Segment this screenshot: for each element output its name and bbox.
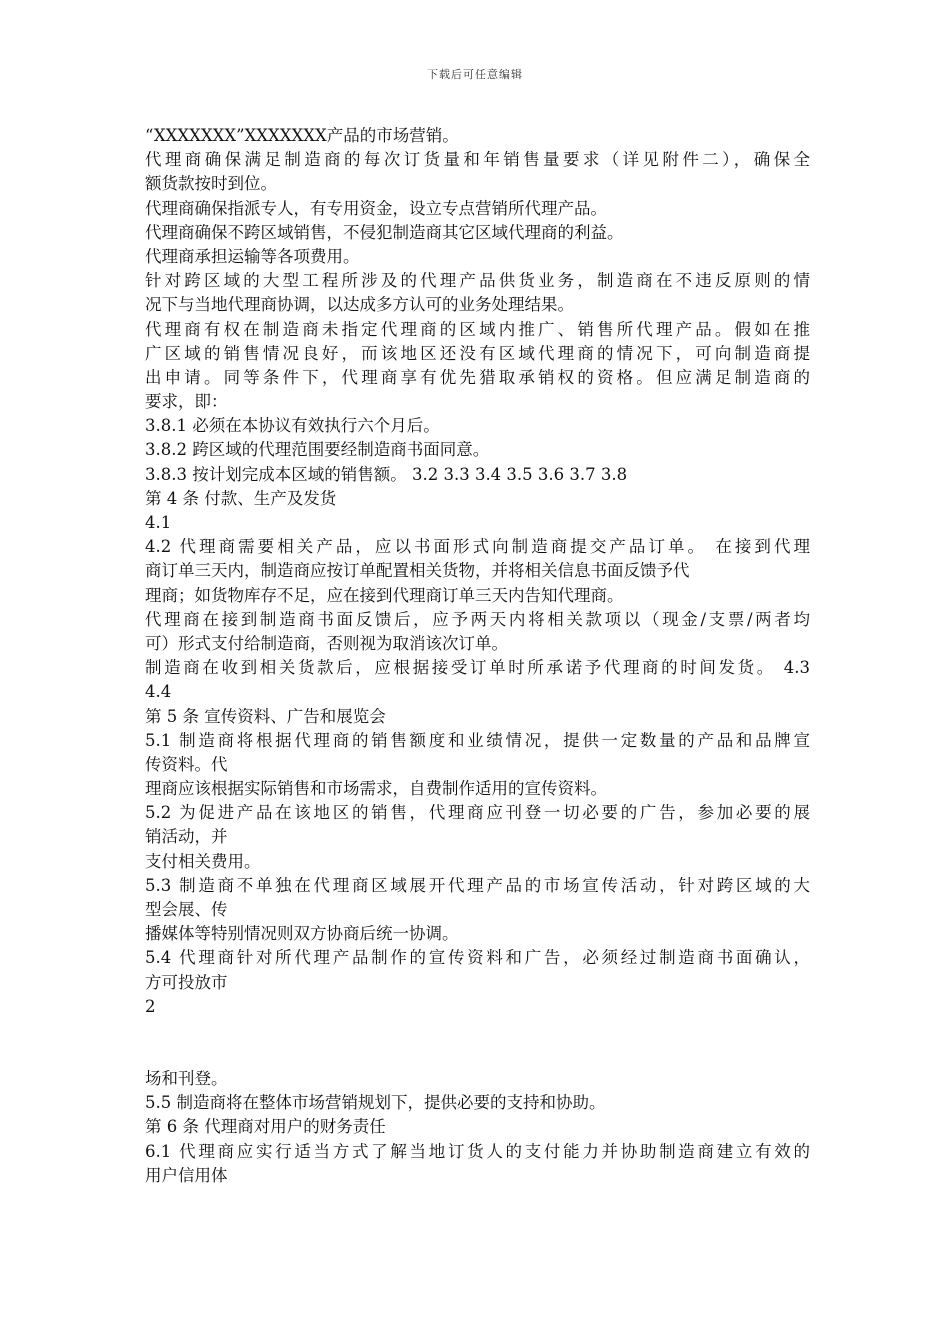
text-line: 传资料。代 — [145, 754, 228, 774]
text-line: 可）形式支付给制造商，否则视为取消该次订单。 — [145, 633, 508, 653]
text-line: 代理商承担运输等各项费用。 — [145, 246, 360, 266]
text-line: 代理商确保满足制造商的每次订货量和年销售量要求（详见附件二），确保全 — [145, 150, 810, 170]
page-break — [145, 1019, 810, 1067]
text-line: 要求，即： — [145, 392, 228, 412]
text-line: 商订单三天内，制造商应按订单配置相关货物，并将相关信息书面反馈予代 — [145, 561, 690, 581]
text-line: 理商应该根据实际销售和市场需求，自费制作适用的宣传资料。 — [145, 779, 607, 799]
text-line: 5.1 制造商将根据代理商的销售额度和业绩情况，提供一定数量的产品和品牌宣 — [145, 730, 810, 750]
text-line: 3.8.2 跨区域的代理范围要经制造商书面同意。 — [145, 440, 490, 460]
page-header: 下载后可任意编辑 — [427, 68, 523, 81]
text-line: 出申请。同等条件下，代理商享有优先猎取承销权的资格。但应满足制造商的 — [145, 367, 810, 387]
text-line: 第 5 条 宣传资料、广告和展览会 — [145, 706, 386, 726]
text-line: 场和刊登。 — [145, 1068, 228, 1088]
text-line: 第 4 条 付款、生产及发货 — [145, 488, 337, 508]
text-line: 理商；如货物库存不足，应在接到代理商订单三天内告知代理商。 — [145, 585, 624, 605]
text-line: 5.4 代理商针对所代理产品制作的宣传资料和广告，必须经过制造商书面确认， — [145, 948, 810, 968]
text-line: 广区域的销售情况良好，而该地区还没有区域代理商的情况下，可向制造商提 — [145, 343, 810, 363]
text-line: 额货款按时到位。 — [145, 174, 277, 194]
text-line: 4.1 — [145, 513, 172, 532]
text-line: 销活动，并 — [145, 827, 228, 847]
text-line: 方可投放市 — [145, 972, 228, 992]
text-line: 播媒体等特别情况则双方协商后统一协调。 — [145, 924, 459, 944]
page-number: 2 — [145, 996, 156, 1016]
text-line: 型会展、传 — [145, 900, 228, 919]
text-line: “XXXXXXX”XXXXXXX产品的市场营销。 — [145, 126, 459, 145]
text-line: 用户信用体 — [145, 1165, 228, 1185]
text-line: 3.8.3 按计划完成本区域的销售额。 3.2 3.3 3.4 3.5 3.6 3.7 3.8 — [145, 464, 628, 484]
text-line: 代理商确保不跨区域销售，不侵犯制造商其它区域代理商的利益。 — [145, 222, 624, 242]
text-line: 况下与当地代理商协调，以达成多方认可的业务处理结果。 — [145, 295, 574, 315]
text-line: 代理商有权在制造商未指定代理商的区域内推广、销售所代理产品。假如在推 — [145, 319, 810, 339]
text-line: 5.5 制造商将在整体市场营销规划下，提供必要的支持和协助。 — [145, 1093, 606, 1113]
text-line: 制造商在收到相关货款后，应根据接受订单时所承诺予代理商的时间发货。 4.3 — [145, 658, 810, 678]
text-line: 第 6 条 代理商对用户的财务责任 — [145, 1117, 386, 1137]
text-line: 5.3 制造商不单独在代理商区域展开代理产品的市场宣传活动，针对跨区域的大 — [145, 875, 810, 895]
text-line: 3.8.1 必须在本协议有效执行六个月后。 — [145, 416, 440, 436]
text-line: 针对跨区域的大型工程所涉及的代理产品供货业务，制造商在不违反原则的情 — [145, 271, 810, 291]
text-line: 4.2 代理商需要相关产品，应以书面形式向制造商提交产品订单。 在接到代理 — [145, 537, 810, 557]
text-line: 代理商在接到制造商书面反馈后，应予两天内将相关款项以（现金/支票/两者均 — [145, 609, 810, 629]
text-line: 代理商确保指派专人，有专用资金，设立专点营销所代理产品。 — [145, 198, 607, 218]
text-line: 支付相关费用。 — [145, 851, 261, 871]
text-line: 6.1 代理商应实行适当方式了解当地订货人的支付能力并协助制造商建立有效的 — [145, 1141, 810, 1161]
text-line: 5.2 为促进产品在该地区的销售，代理商应刊登一切必要的广告，参加必要的展 — [145, 803, 810, 823]
text-line: 4.4 — [145, 682, 172, 702]
document-body — [145, 124, 810, 1188]
